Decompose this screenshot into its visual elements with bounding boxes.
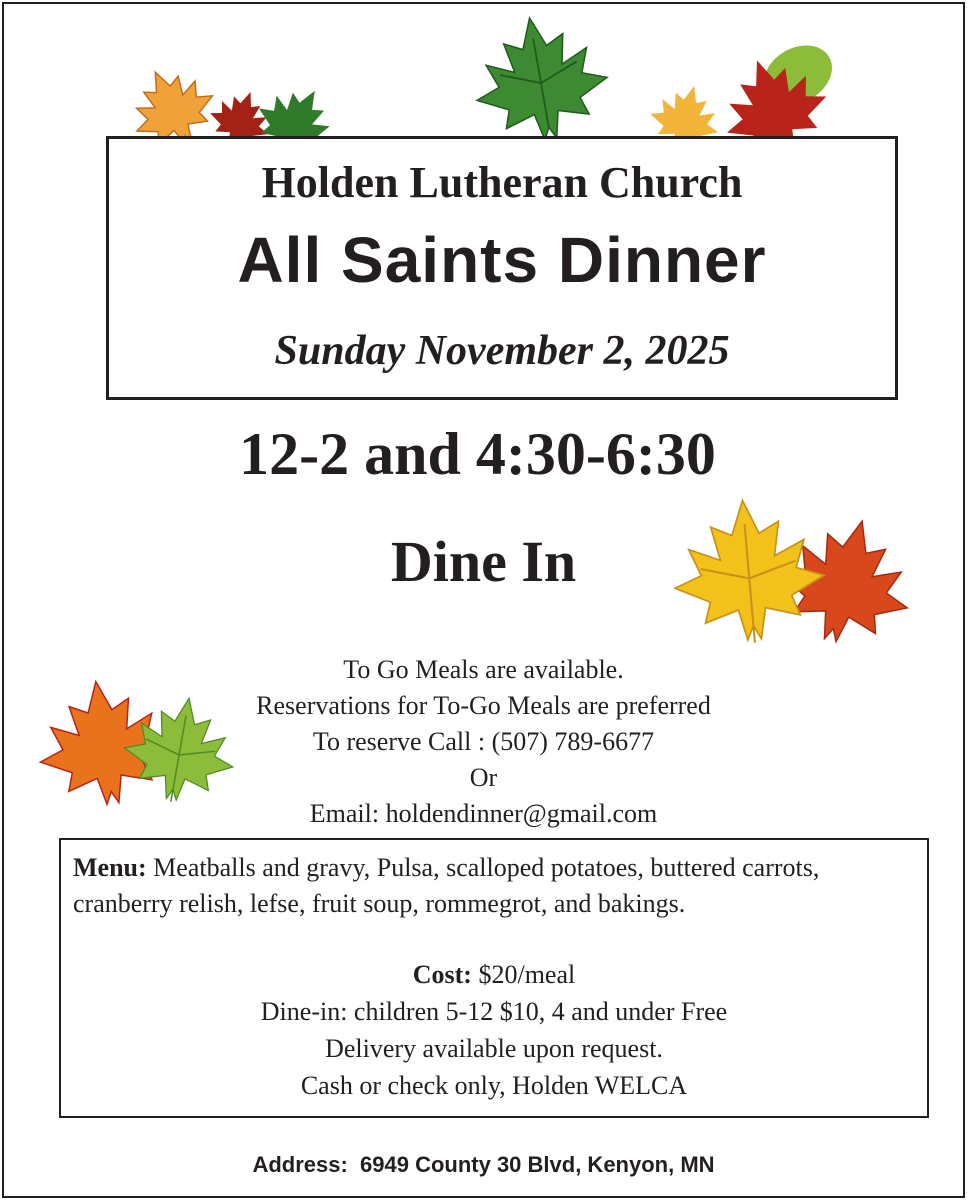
event-date: Sunday November 2, 2025 [274,328,730,374]
cost-label: Cost: [412,960,472,989]
delivery-line: Delivery available upon request. [325,1034,663,1063]
payment-line: Cash or check only, Holden WELCA [300,1071,688,1100]
address: Address: 6949 County 30 Blvd, Kenyon, MN [252,1152,715,1177]
to-go-info [0,652,967,832]
event-title: All Saints Dinner [237,224,767,296]
title-box [106,136,898,400]
cost-price: $20/meal [478,960,576,989]
cost-section [61,956,927,1104]
phone-line: To reserve Call : (507) 789-6677 [312,727,655,756]
to-go-line: Reservations for To-Go Meals are preferred [256,691,711,720]
or-line: Or [469,763,498,792]
cost-line [61,956,927,993]
email-line: Email: holdendinner@gmail.com [309,799,658,828]
menu-box [59,838,929,1118]
church-name: Holden Lutheran Church [261,158,743,207]
menu-text [73,850,923,922]
to-go-line: To Go Meals are available. [343,655,624,684]
menu-items: Meatballs and gravy, Pulsa, scalloped potatoes, buttered carrots, cranberry relish, lefse, fruit soup, rommegrot, and bakings. [73,853,820,918]
menu-label: Menu: [73,853,147,882]
maple-leaf-icon [664,490,834,660]
dine-in-heading: Dine In [390,529,577,594]
event-times: 12-2 and 4:30-6:30 [239,421,716,487]
cost-children-line: Dine-in: children 5-12 $10, 4 and under Free [260,997,728,1026]
